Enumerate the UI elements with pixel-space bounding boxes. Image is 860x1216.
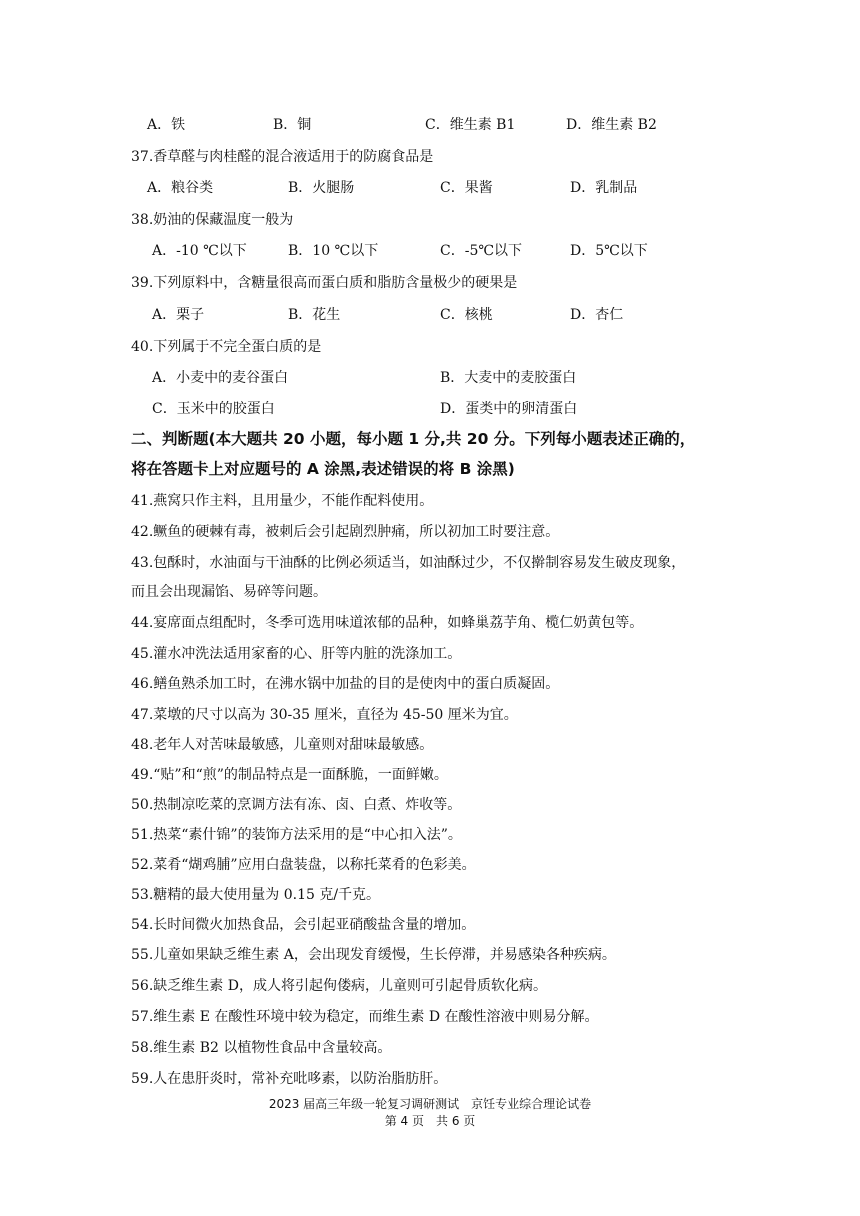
- judgment-item: 56.缺乏维生素 D，成人将引起佝偻病，儿童则可引起骨质软化病。: [131, 978, 547, 994]
- q37-option-a: A．粮谷类: [147, 180, 214, 196]
- q39-stem: 39.下列原料中，含糖量很高而蛋白质和脂肪含量极少的硬果是: [131, 275, 518, 291]
- judgment-item: 45.灌水冲洗法适用家畜的心、肝等内脏的洗涤加工。: [131, 646, 462, 662]
- judgment-item: 50.热制凉吃菜的烹调方法有冻、卤、白煮、炸收等。: [131, 797, 462, 813]
- footer-exam-title: 2023 届高三年级一轮复习调研测试 京饪专业综合理论试卷: [268, 1097, 592, 1111]
- judgment-item: 54.长时间微火加热食品，会引起亚硝酸盐含量的增加。: [131, 917, 476, 933]
- q40-option-d: D．蛋类中的卵清蛋白: [440, 401, 578, 417]
- q40-option-a: A．小麦中的麦谷蛋白: [152, 370, 289, 386]
- judgment-item: 43.包酥时，水油面与干油酥的比例必须适当，如油酥过少，不仅擀制容易发生破皮现象，: [131, 555, 686, 571]
- judgment-item: 42.鳜鱼的硬棘有毒，被刺后会引起剧烈肿痛，所以初加工时要注意。: [131, 524, 560, 540]
- q37-option-d: D．乳制品: [570, 180, 638, 196]
- section-2-heading-cont: 将在答题卡上对应题号的 A 涂黑,表述错误的将 B 涂黑): [131, 460, 515, 478]
- judgment-item: 52.菜肴“煳鸡脯”应用白盘装盘，以称托菜肴的色彩美。: [131, 857, 476, 873]
- q37-stem: 37.香草醛与肉桂醛的混合液适用于的防腐食品是: [131, 149, 434, 165]
- judgment-item: 53.糖精的最大使用量为 0.15 克/千克。: [131, 887, 381, 903]
- judgment-item: 49.“贴”和“煎”的制品特点是一面酥脆，一面鲜嫩。: [131, 767, 448, 783]
- q39-option-b: B．花生: [288, 307, 341, 323]
- judgment-item: 41.燕窝只作主料，且用量少，不能作配料使用。: [131, 493, 434, 509]
- q37-option-c: C．果酱: [440, 180, 493, 196]
- q36-option-a: A．铁: [147, 117, 186, 133]
- judgment-item: 48.老年人对苦味最敏感，儿童则对甜味最敏感。: [131, 737, 434, 753]
- q38-option-b: B．10 ℃以下: [288, 243, 379, 259]
- q40-option-b: B．大麦中的麦胶蛋白: [440, 370, 577, 386]
- q37-option-b: B．火腿肠: [288, 180, 355, 196]
- q38-option-d: D．5℃以下: [570, 243, 648, 259]
- q38-option-c: C．-5℃以下: [440, 243, 523, 259]
- q40-stem: 40.下列属于不完全蛋白质的是: [131, 339, 322, 355]
- q39-option-c: C．核桃: [440, 307, 493, 323]
- judgment-item: 51.热菜“素什锦”的装饰方法采用的是“中心扣入法”。: [131, 827, 462, 843]
- judgment-item: 57.维生素 E 在酸性环境中较为稳定，而维生素 D 在酸性溶液中则易分解。: [131, 1009, 599, 1025]
- footer-page-number: 第 4 页 共 6 页: [384, 1114, 476, 1128]
- judgment-item: 59.人在患肝炎时，常补充吡哆素，以防治脂肪肝。: [131, 1071, 448, 1087]
- judgment-item: 44.宴席面点组配时，冬季可选用味道浓郁的品种，如蜂巢荔芋角、榄仁奶黄包等。: [131, 615, 644, 631]
- q36-option-c: C．维生素 B1: [425, 117, 516, 133]
- q38-option-a: A．-10 ℃以下: [152, 243, 247, 259]
- q36-option-d: D．维生素 B2: [566, 117, 657, 133]
- judgment-item: 58.维生素 B2 以植物性食品中含量较高。: [131, 1040, 392, 1056]
- judgment-item-continuation: 而且会出现漏馅、易碎等问题。: [131, 584, 327, 600]
- q39-option-d: D．杏仁: [570, 307, 624, 323]
- judgment-item: 47.菜墩的尺寸以高为 30-35 厘米，直径为 45-50 厘米为宜。: [131, 707, 518, 723]
- q36-option-b: B．铜: [273, 117, 312, 133]
- q40-option-c: C．玉米中的胶蛋白: [152, 401, 275, 417]
- judgment-item: 46.鳝鱼熟杀加工时，在沸水锅中加盐的目的是使肉中的蛋白质凝固。: [131, 676, 560, 692]
- q38-stem: 38.奶油的保藏温度一般为: [131, 212, 294, 228]
- section-2-heading: 二、判断题(本大题共 20 小题，每小题 1 分,共 20 分。下列每小题表述正确的，: [131, 430, 696, 448]
- q39-option-a: A．栗子: [152, 307, 205, 323]
- judgment-item: 55.儿童如果缺乏维生素 A，会出现发育缓慢，生长停滞，并易感染各种疾病。: [131, 947, 616, 963]
